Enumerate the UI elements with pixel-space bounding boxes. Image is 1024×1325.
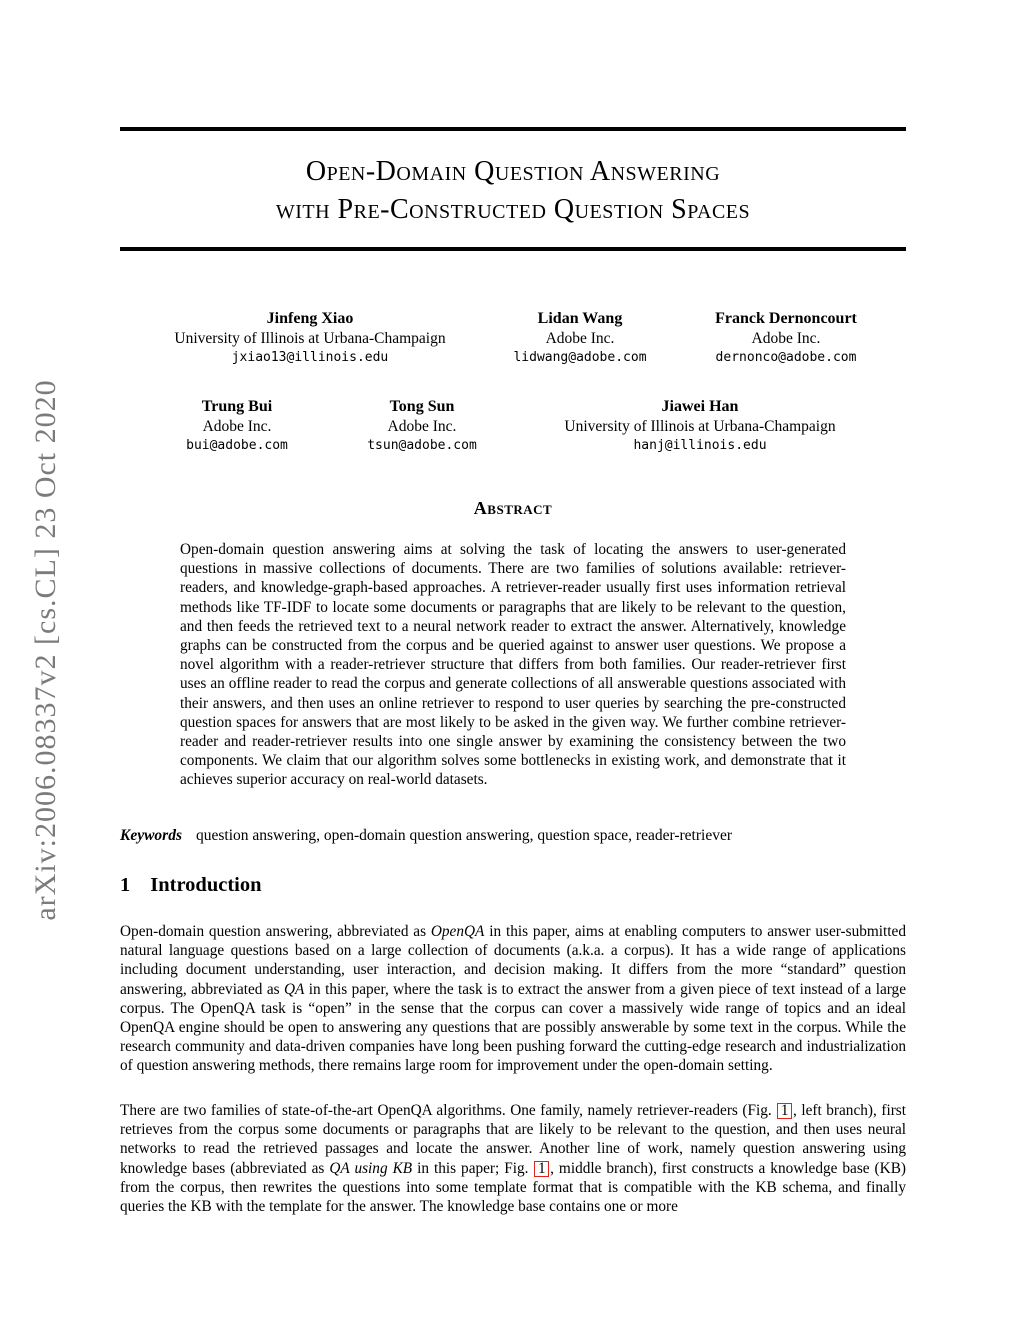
author-affiliation: Adobe Inc. — [751, 330, 821, 347]
intro-paragraph-2 — [120, 1101, 906, 1216]
author-name: Jinfeng Xiao — [266, 310, 354, 327]
paper-title-line1: Open-Domain Question Answering — [305, 156, 721, 187]
keywords-label: Keywords — [120, 827, 182, 844]
author-email: hanj@illinois.edu — [633, 438, 767, 453]
author-block — [120, 308, 906, 468]
author-name: Tong Sun — [389, 398, 455, 415]
body-text: There are two families of state-of-the-art OpenQA algorithms. One family, namely retriever-readers (Fig. — [120, 1102, 777, 1119]
paper-title-line2: with Pre-Constructed Question Spaces — [275, 194, 751, 225]
body-text: in this paper, where the task is to extract the answer from a given piece of text instead of a large corpus. The OpenQA task is “open” in the sense that the corpus can cover a massively wide range of topics and an ideal OpenQA engine should be open to answering any questions that are possibly answerable by some text in the corpus. While the research community and data-driven companies have long been pushing forward the cutting-edge research and industrialization of question answering methods, there remains large room for improvement under the open-domain setting. — [120, 980, 906, 1075]
body-text: Open-domain question answering, abbreviated as — [120, 923, 431, 940]
author-affiliation: Adobe Inc. — [545, 330, 615, 347]
author-affiliation: University of Illinois at Urbana-Champaign — [564, 418, 836, 435]
author-jiawei-han — [564, 396, 835, 455]
author-franck-dernoncourt — [715, 308, 857, 367]
paper-title — [120, 153, 906, 229]
author-jinfeng-xiao — [174, 308, 445, 367]
author-name: Jiawei Han — [661, 398, 739, 415]
author-email: bui@adobe.com — [186, 438, 288, 453]
title-rule-bottom — [120, 247, 906, 251]
body-text: , left branch), first retrieves from the corpus some documents or paragraphs that are likely to be relevant to the question, and then uses neural networks to read the retrieved passages and locate the answer. Another line of work, namely question answering using knowledge bases (abbreviated as — [120, 1102, 907, 1177]
author-affiliation: Adobe Inc. — [202, 418, 272, 435]
italic-term: QA — [283, 980, 305, 998]
section-title: Introduction — [150, 874, 262, 896]
body-text: , middle branch), first constructs a knowledge base (KB) from the corpus, then rewrites the questions into some template format that is compatible with the KB schema, and finally queries the KB with the template for the answer. The knowledge base contains one or more — [120, 1159, 906, 1216]
author-trung-bui — [186, 396, 288, 455]
author-lidan-wang — [513, 308, 646, 367]
author-name: Trung Bui — [201, 398, 273, 415]
section-heading-introduction — [120, 874, 262, 897]
body-text: in this paper; Fig. — [412, 1159, 534, 1177]
keywords-line — [120, 827, 906, 845]
author-email: tsun@adobe.com — [367, 438, 477, 453]
title-rule-top — [120, 127, 906, 131]
figure-1-ref-link[interactable]: 1 — [777, 1103, 792, 1119]
author-email: jxiao13@illinois.edu — [231, 350, 389, 365]
author-email: lidwang@adobe.com — [513, 350, 647, 365]
body-text: in this paper, aims at enabling computers to answer user-submitted natural language questions based on a large collection of documents (a.k.a. a corpus). It has a wide range of applications including document understanding, user interaction, and decision making. It differs from the more “standard” question answering, abbreviated as — [120, 923, 906, 998]
italic-term: QA using KB — [329, 1159, 413, 1177]
arxiv-watermark: arXiv:2006.08337v2 [cs.CL] 23 Oct 2020 — [29, 379, 62, 921]
author-tong-sun — [367, 396, 477, 455]
author-email: dernonco@adobe.com — [715, 350, 857, 365]
abstract-heading: Abstract — [473, 498, 553, 518]
italic-term: OpenQA — [430, 923, 485, 940]
keywords-text: question answering, open-domain question answering, question space, reader-retriever — [196, 827, 732, 844]
section-number: 1 — [120, 874, 131, 896]
abstract-text: Open-domain question answering aims at solving the task of locating the answers to user-generated questions in massive collections of documents. There are two families of solutions available: retriever-readers, and knowledge-graph-based approaches. A retriever-reader usually first uses information retrieval methods like TF-IDF to locate some documents or paragraphs that are likely to be relevant to the question, and then feeds the retrieved text to a neural network reader to extract the answer. Alternatively, knowledge graphs can be constructed from the corpus and be queried against to answer user questions. We propose a novel algorithm with a reader-retriever structure that differs from both families. Our reader-retriever first uses an offline reader to read the corpus and generate collections of all answerable questions associated with their answers, and then uses an online retriever to respond to user queries by searching the pre-constructed question spaces for answers that are most likely to be asked in the given way. We further combine retriever-reader and reader-retriever results into one single answer by examining the consistency between the two components. We claim that our algorithm solves some bottlenecks in existing work, and demonstrate that it achieves superior accuracy on real-world datasets. — [180, 541, 846, 789]
intro-paragraph-1 — [120, 922, 906, 1076]
author-affiliation: Adobe Inc. — [387, 418, 457, 435]
figure-1-ref-link[interactable]: 1 — [534, 1161, 549, 1177]
author-name: Lidan Wang — [537, 310, 623, 327]
author-name: Franck Dernoncourt — [715, 310, 857, 327]
author-affiliation: University of Illinois at Urbana-Champaign — [174, 330, 446, 347]
